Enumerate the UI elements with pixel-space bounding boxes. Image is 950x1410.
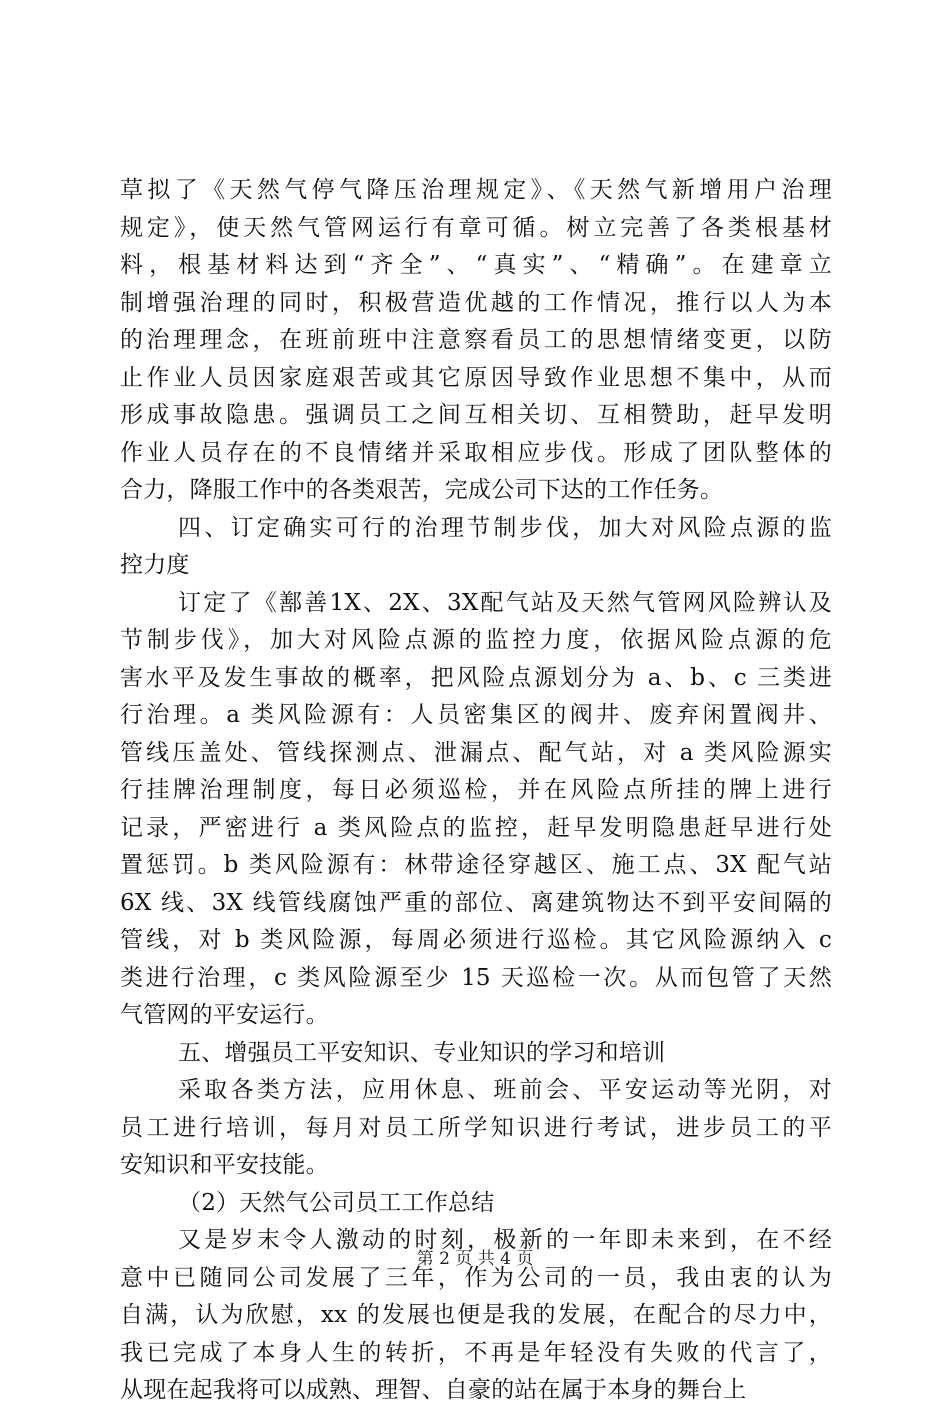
text-line: 四、订定确实可行的治理节制步伐，加大对风险点源的监 <box>178 514 832 541</box>
text-line: 规定》，使天然气管网运行有章可循。树立完善了各类根基材 <box>120 214 832 241</box>
text-line: 止作业人员因家庭艰苦或其它原因导致作业思想不集中，从而 <box>120 364 832 391</box>
page-number-text: 第 2 页 共 4 页 <box>416 1249 534 1269</box>
text-line: 气管网的平安运行。 <box>120 1002 329 1028</box>
text-line: 行挂牌治理制度，每日必须巡检，并在风险点所挂的牌上进行 <box>120 777 832 803</box>
text-line: 管线压盖处、管线探测点、泄漏点、配气站，对 a 类风险源实 <box>120 739 832 766</box>
text-line: 意中已随同公司发展了三年，作为公司的一员，我由衷的认为 <box>120 1264 832 1291</box>
text-line: 害水平及发生事故的概率，把风险点源划分为 a、b、c 三类进 <box>120 664 832 691</box>
text-line: 类进行治理，c 类风险源至少 15 天巡检一次。从而包管了天然 <box>120 964 832 991</box>
text-line: （2）天然气公司员工工作总结 <box>178 1189 495 1216</box>
page-footer <box>0 1244 950 1269</box>
text-line: 料，根基材料达到“齐全”、“真实”、“精确”。在建章立 <box>120 252 832 278</box>
text-line: 记录，严密进行 a 类风险点的监控，赶早发明隐患赶早进行处 <box>120 814 832 841</box>
text-line: 控力度 <box>120 552 190 578</box>
text-line: 行治理。a 类风险源有：人员密集区的阀井、废弃闲置阀井、 <box>120 702 832 728</box>
text-line: 节制步伐》，加大对风险点源的监控力度，依据风险点源的危 <box>120 627 832 653</box>
text-line: 员工进行培训，每月对员工所学知识进行考试，进步员工的平 <box>120 1114 832 1141</box>
text-line: 安知识和平安技能。 <box>120 1152 329 1178</box>
text-line: 又是岁末令人激动的时刻，极新的一年即未来到，在不经 <box>178 1227 832 1253</box>
text-line: 形成事故隐患。强调员工之间互相关切、互相赞助，赶早发明 <box>120 402 832 428</box>
text-line: 管线，对 b 类风险源，每周必须进行巡检。其它风险源纳入 c <box>120 927 832 953</box>
text-line: 的治理理念，在班前班中注意察看员工的思想情绪变更，以防 <box>120 327 832 353</box>
text-line: 置惩罚。b 类风险源有：林带途径穿越区、施工点、3X 配气站 <box>120 852 832 878</box>
document-body <box>120 172 832 1410</box>
text-line: 作业人员存在的不良情绪并采取相应步伐。形成了团队整体的 <box>120 439 832 466</box>
text-line: 采取各类方法，应用休息、班前会、平安运动等光阴，对 <box>178 1077 832 1103</box>
text-line: 制增强治理的同时，积极营造优越的工作情况，推行以人为本 <box>120 289 832 316</box>
text-line: 草拟了《天然气停气降压治理规定》、《天然气新增用户治理 <box>120 177 832 203</box>
text-line: 6X 线、3X 线管线腐蚀严重的部位、离建筑物达不到平安间隔的 <box>120 889 832 916</box>
text-line: 我已完成了本身人生的转折，不再是年轻没有失败的代言了， <box>120 1339 832 1366</box>
text-line: 五、增强员工平安知识、专业知识的学习和培训 <box>178 1039 666 1066</box>
text-line: 合力，降服工作中的各类艰苦，完成公司下达的工作任务。 <box>120 477 724 503</box>
text-line: 自满，认为欣慰，xx 的发展也便是我的发展，在配合的尽力中， <box>120 1302 832 1328</box>
text-line: 从现在起我将可以成熟、理智、自豪的站在属于本身的舞台上 <box>120 1377 747 1403</box>
text-line: 订定了《鄯善1X、2X、3X配气站及天然气管网风险辨认及 <box>178 589 832 616</box>
